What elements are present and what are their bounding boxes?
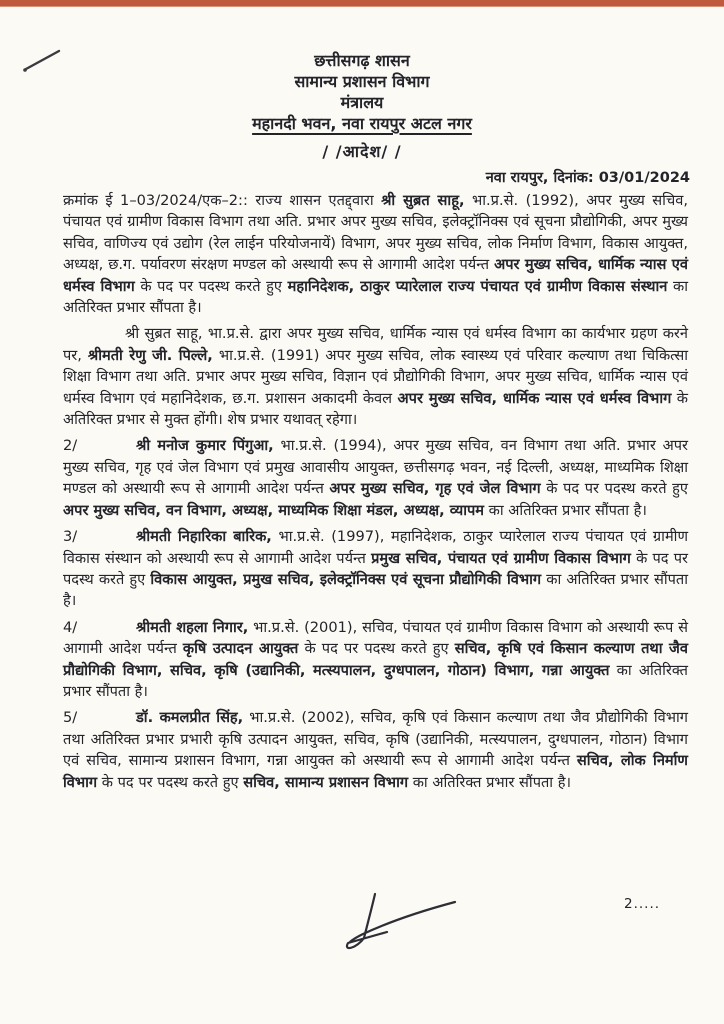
address-line: महानदी भवन, नवा रायपुर अटल नगर <box>252 114 472 133</box>
text-run: श्रीमती शहला निगार, <box>136 618 249 636</box>
text-run: क्रमांक ई 1–03/2024/एक–2:: राज्य शासन एतद्द्वारा <box>63 192 382 209</box>
text-run: श्री मनोज कुमार पिंगुआ, <box>136 437 274 455</box>
text-run: का अतिरिक्त प्रभार सौंपता है। <box>63 661 689 700</box>
item-number: 5/ <box>63 709 78 727</box>
text-run: श्रीमती रेणु जी. पिल्ले, <box>87 346 213 364</box>
order-paragraph-2 <box>63 323 688 430</box>
government-title: छत्तीसगढ़ शासन <box>314 51 410 70</box>
text-run: श्री सुब्रत साहू, <box>381 192 465 209</box>
text-run: श्रीमती निहारिका बारिक, <box>136 528 272 546</box>
text-run: कृषि उत्पादन आयुक्त <box>182 640 299 658</box>
order-item-2 <box>63 435 688 521</box>
text-run: भा.प्र.से. (1997), महानिदेशक, ठाकुर प्यारेलाल राज्य पंचायत एवं ग्रामीण विकास संस्थान को अस्थायी रूप से आगामी आदेश पर्यन्त <box>63 528 688 567</box>
text-run: भा.प्र.से. (2001), सचिव, पंचायत एवं ग्रामीण विकास विभाग को अस्थायी रूप से आगामी आदेश पर्यन्त <box>63 618 688 658</box>
text-run: के पद पर पदस्थ करते हुए <box>134 277 288 295</box>
scan-top-red-bar <box>0 0 724 7</box>
page-continuation-marker: 2..... <box>624 896 661 912</box>
text-run: भा.प्र.से. (2002), सचिव, कृषि एवं किसान कल्याण तथा जैव प्रौद्योगिकी विभाग तथा अतिरिक्त प्रभार प्रभारी कृषि उत्पादन आयुक्त, सचिव, कृषि (उद्यानिकी, मत्स्यपालन, दुग्धपालन, गोठान) विभाग एवं सचिव, सामान्य प्रशासन विभाग, गन्ना आयुक्त को अस्थायी रूप से आगामी आदेश पर्यन्त <box>63 709 688 770</box>
text-run: श्री सुब्रत साहू, भा.प्र.से. द्वारा अपर मुख्य सचिव, धार्मिक न्यास एवं धर्मस्व विभाग का कार्यभार ग्रहण करने पर, <box>63 325 688 364</box>
text-run: के पद पर पदस्थ करते हुए <box>97 773 244 791</box>
text-run: अपर मुख्य सचिव, धार्मिक न्यास एवं धर्मस्व विभाग <box>397 389 672 407</box>
text-run: सचिव, सामान्य प्रशासन विभाग <box>243 773 409 791</box>
text-run: सचिव, कृषि एवं किसान कल्याण तथा जैव प्रौद्योगिकी विभाग, सचिव, कृषि (उद्यानिकी, मत्स्यपालन, दुग्धपालन, गोठान) विभाग, गन्ना आयुक्त <box>63 640 688 679</box>
department-title: सामान्य प्रशासन विभाग <box>294 72 430 91</box>
text-run: के अतिरिक्त प्रभार से मुक्त होंगी। शेष प्रभार यथावत् रहेगा। <box>63 389 688 429</box>
text-run: का अतिरिक्त प्रभार सौंपता है। <box>63 277 688 317</box>
text-run: सचिव, लोक निर्माण विभाग <box>63 752 688 791</box>
text-run: भा.प्र.से. (1994), अपर मुख्य सचिव, वन विभाग तथा अति. प्रभार अपर मुख्य सचिव, गृह एवं जेल विभाग एवं प्रमुख आवासीय आयुक्त, छत्तीसगढ़ भवन, नई दिल्ली, अध्यक्ष, माध्यमिक शिक्षा मण्डल को अस्थायी रूप से आगामी आदेश पर्यन्त <box>63 437 689 498</box>
text-run: का अतिरिक्त प्रभार सौंपता है। <box>63 570 689 610</box>
item-number: 2/ <box>63 437 78 455</box>
text-run: डॉ. कमलप्रीत सिंह, <box>136 709 244 727</box>
text-run: विकास आयुक्त, प्रमुख सचिव, इलेक्ट्रॉनिक्स एवं सूचना प्रौद्योगिकी विभाग <box>150 570 542 588</box>
order-item-4 <box>63 617 688 703</box>
dateline: नवा रायपुर, दिनांक: 03/01/2024 <box>485 170 690 186</box>
pen-mark <box>18 42 66 76</box>
text-run: महानिदेशक, ठाकुर प्यारेलाल राज्य पंचायत एवं ग्रामीण विकास संस्थान <box>287 277 668 295</box>
text-run: के पद पर पदस्थ करते हुए <box>298 640 455 658</box>
text-run: का अतिरिक्त प्रभार सौंपता है। <box>408 773 572 791</box>
text-run: अपर मुख्य सचिव, गृह एवं जेल विभाग <box>329 480 541 498</box>
text-run: का अतिरिक्त प्रभार सौंपता है। <box>484 501 647 519</box>
ministry-title: मंत्रालय <box>340 93 384 112</box>
text-run: के पद पर पदस्थ करते हुए <box>63 549 689 588</box>
order-heading: / /आदेश/ / <box>322 142 402 161</box>
order-body <box>0 187 724 793</box>
order-item-5 <box>63 707 688 793</box>
signature-mark <box>305 888 465 963</box>
text-run: भा.प्र.से. (1992), अपर मुख्य सचिव, पंचायत एवं ग्रामीण विकास विभाग तथा अति. प्रभार अपर मुख्य सचिव, इलेक्ट्रॉनिक्स एवं सूचना प्रौद्योगिकी, अपर मुख्य सचिव, वाणिज्य एवं उद्योग (रेल लाईन परियोजनायें) विभाग, अपर मुख्य सचिव, लोक निर्माण विभाग, विकास आयुक्त, अध्यक्ष, छ.ग. पर्यावरण संरक्षण मण्डल को अस्थायी रूप से आगामी आदेश पर्यन्त <box>63 192 688 274</box>
order-item-3 <box>63 526 688 612</box>
item-number: 3/ <box>63 528 78 546</box>
text-run: अपर मुख्य सचिव, धार्मिक न्यास एवं धर्मस्व विभाग <box>63 256 688 295</box>
text-run: प्रमुख सचिव, पंचायत एवं ग्रामीण विकास विभाग <box>371 549 631 567</box>
text-run: के पद पर पदस्थ करते हुए <box>540 480 688 498</box>
text-run: भा.प्र.से. (1991) अपर मुख्य सचिव, लोक स्वास्थ्य एवं परिवार कल्याण तथा चिकित्सा शिक्षा विभाग तथा अति. प्रभार अपर मुख्य सचिव, विज्ञान एवं प्रौद्योगिकी विभाग, अपर मुख्य सचिव, धार्मिक न्यास एवं धर्मस्व विभाग एवं महानिदेशक, छ.ग. प्रशासन अकादमी केवल <box>63 346 688 407</box>
text-run: अपर मुख्य सचिव, वन विभाग, अध्यक्ष, माध्यमिक शिक्षा मंडल, अध्यक्ष, व्यापम <box>63 501 484 519</box>
order-paragraph-1 <box>63 190 688 318</box>
item-number: 4/ <box>63 618 78 636</box>
document-header <box>0 0 724 134</box>
